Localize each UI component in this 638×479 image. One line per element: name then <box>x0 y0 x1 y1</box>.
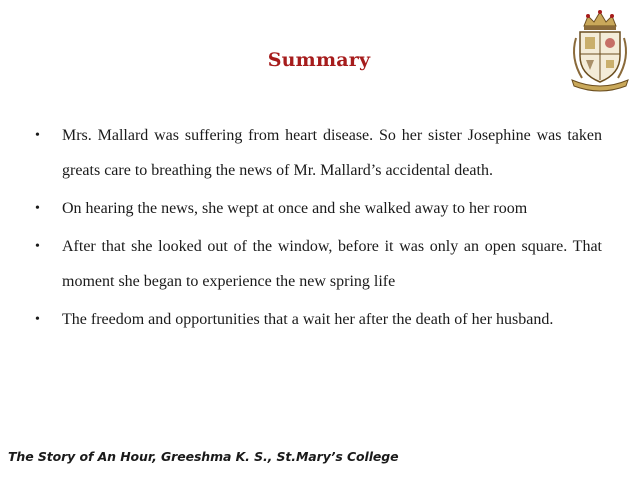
bullet-item <box>32 191 602 226</box>
college-crest-icon <box>566 8 634 92</box>
bullet-text: The freedom and opportunities that a wait her after the death of her husband. <box>62 311 554 328</box>
bullet-text: After that she looked out of the window, before it was only an open square. That moment she began to experience the new spring life <box>62 238 602 290</box>
bullet-marker: • <box>35 128 40 143</box>
bullet-item <box>32 229 602 299</box>
bullet-marker: • <box>35 201 40 216</box>
bullet-marker: • <box>35 312 40 327</box>
bullet-item <box>32 302 602 337</box>
bullet-list <box>32 118 602 340</box>
slide-title: Summary <box>267 49 371 71</box>
bullet-marker: • <box>35 239 40 254</box>
bullet-item <box>32 118 602 188</box>
bullet-text: On hearing the news, she wept at once and she walked away to her room <box>62 200 528 217</box>
slide-footer: The Story of An Hour, Greeshma K. S., St.Mary’s College <box>8 449 399 464</box>
bullet-text: Mrs. Mallard was suffering from heart disease. So her sister Josephine was taken greats care to breathing the news of Mr. Mallard’s accidental death. <box>62 127 602 179</box>
